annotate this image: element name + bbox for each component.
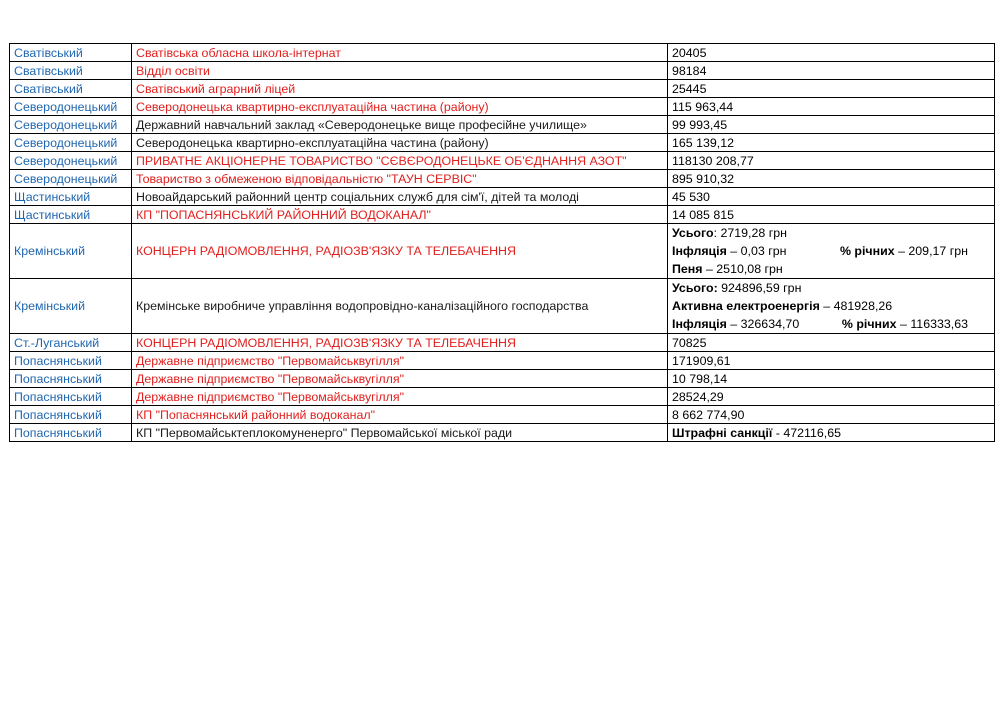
table-row <box>10 279 995 334</box>
table-row <box>10 152 995 170</box>
district-cell: Северодонецький <box>10 98 132 116</box>
penalty-label: Пеня <box>672 262 703 276</box>
amount-cell: 115 963,44 <box>668 98 995 116</box>
organization-cell: Сватівський аграрний ліцей <box>132 80 668 98</box>
annual-percent-value: – 116333,63 <box>896 317 968 331</box>
organization-cell: Сватівська обласна школа-інтернат <box>132 44 668 62</box>
amount-cell: 70825 <box>668 334 995 352</box>
energy-label: Активна електроенергія <box>672 299 820 313</box>
organization-cell: Державне підприємство "Первомайськвугілля" <box>132 352 668 370</box>
organization-cell: Кремінське виробниче управління водопровідно-каналізаційного господарства <box>132 279 668 334</box>
penalty-value: – 2510,08 грн <box>702 262 783 276</box>
district-cell: Сватівський <box>10 44 132 62</box>
sanction-label: Штрафні санкції <box>672 425 773 440</box>
table-row <box>10 80 995 98</box>
organization-cell: ПРИВАТНЕ АКЦІОНЕРНЕ ТОВАРИСТВО "СЄВЄРОДОНЕЦЬКЕ ОБ'ЄДНАННЯ АЗОТ" <box>132 152 668 170</box>
district-cell: Сватівський <box>10 62 132 80</box>
amount-cell <box>668 424 995 442</box>
penalty-line <box>672 260 990 278</box>
annual-percent-label: % річних <box>841 317 897 331</box>
table-row <box>10 406 995 424</box>
district-cell: Кремінський <box>10 224 132 279</box>
total-label: Усього <box>672 226 714 240</box>
district-cell: Северодонецький <box>10 134 132 152</box>
table-row <box>10 44 995 62</box>
amount-cell: 99 993,45 <box>668 116 995 134</box>
district-cell: Щастинський <box>10 188 132 206</box>
organization-cell: Державне підприємство "Первомайськвугілля" <box>132 388 668 406</box>
inflation-value: – 0,03 грн <box>726 244 787 258</box>
table-row <box>10 116 995 134</box>
amount-cell: 8 662 774,90 <box>668 406 995 424</box>
energy-line <box>672 297 990 315</box>
annual-percent-label: % річних <box>839 244 895 258</box>
district-cell: Северодонецький <box>10 152 132 170</box>
amount-cell: 171909,61 <box>668 352 995 370</box>
inflation-label: Інфляція <box>672 244 727 258</box>
district-cell: Попаснянський <box>10 424 132 442</box>
table-row <box>10 188 995 206</box>
organization-cell: Відділ освіти <box>132 62 668 80</box>
table-row <box>10 206 995 224</box>
organization-cell: Северодонецька квартирно-експлуатаційна частина (району) <box>132 98 668 116</box>
annual-percent-value: – 209,17 грн <box>894 244 968 258</box>
district-cell: Попаснянський <box>10 388 132 406</box>
district-cell: Ст.-Луганський <box>10 334 132 352</box>
total-line <box>672 224 990 242</box>
organization-cell: КОНЦЕРН РАДІОМОВЛЕННЯ, РАДІОЗВ'ЯЗКУ ТА ТЕЛЕБАЧЕННЯ <box>132 224 668 279</box>
table-row <box>10 134 995 152</box>
amount-cell: 45 530 <box>668 188 995 206</box>
total-value: 924896,59 грн <box>717 281 802 295</box>
amount-breakdown-cell <box>668 279 995 334</box>
district-cell: Попаснянський <box>10 406 132 424</box>
inflation-line <box>672 315 990 333</box>
amount-breakdown-cell <box>668 224 995 279</box>
district-cell: Северодонецький <box>10 116 132 134</box>
energy-value: – 481928,26 <box>819 299 893 313</box>
amount-cell: 165 139,12 <box>668 134 995 152</box>
organization-cell: КП "ПОПАСНЯНСЬКИЙ РАЙОННИЙ ВОДОКАНАЛ" <box>132 206 668 224</box>
district-cell: Кремінський <box>10 279 132 334</box>
district-cell: Сватівський <box>10 80 132 98</box>
amount-cell: 20405 <box>668 44 995 62</box>
organization-cell: Северодонецька квартирно-експлуатаційна частина (району) <box>132 134 668 152</box>
inflation-line <box>672 242 990 260</box>
organization-cell: Державний навчальний заклад «Северодонецьке вище професійне училище» <box>132 116 668 134</box>
district-cell: Северодонецький <box>10 170 132 188</box>
district-cell: Щастинський <box>10 206 132 224</box>
table-row <box>10 388 995 406</box>
total-line <box>672 279 990 297</box>
sanction-value: - 472116,65 <box>772 425 842 440</box>
organization-cell: КОНЦЕРН РАДІОМОВЛЕННЯ, РАДІОЗВ'ЯЗКУ ТА ТЕЛЕБАЧЕННЯ <box>132 334 668 352</box>
amount-cell: 28524,29 <box>668 388 995 406</box>
amount-cell: 118130 208,77 <box>668 152 995 170</box>
amount-cell: 25445 <box>668 80 995 98</box>
table-row <box>10 170 995 188</box>
organization-cell: КП "Первомайськтеплокомуненерго" Первомайської міської ради <box>132 424 668 442</box>
table-row <box>10 424 995 442</box>
district-cell: Попаснянський <box>10 352 132 370</box>
inflation-label: Інфляція <box>672 317 727 331</box>
organization-cell: Новоайдарський районний центр соціальних служб для сім'ї, дітей та молоді <box>132 188 668 206</box>
table-row <box>10 334 995 352</box>
inflation-value: – 326634,70 <box>726 317 800 331</box>
organization-cell: Державне підприємство "Первомайськвугілля" <box>132 370 668 388</box>
table-row <box>10 62 995 80</box>
amount-cell: 10 798,14 <box>668 370 995 388</box>
total-label: Усього: <box>672 281 718 295</box>
total-value: : 2719,28 грн <box>713 226 787 240</box>
district-cell: Попаснянський <box>10 370 132 388</box>
table-row <box>10 224 995 279</box>
organization-cell: КП "Попаснянський районний водоканал" <box>132 406 668 424</box>
amount-cell: 98184 <box>668 62 995 80</box>
debt-table <box>9 43 995 442</box>
table-row <box>10 370 995 388</box>
organization-cell: Товариство з обмеженою відповідальністю "ТАУН СЕРВІС" <box>132 170 668 188</box>
amount-cell: 895 910,32 <box>668 170 995 188</box>
table-row <box>10 98 995 116</box>
amount-cell: 14 085 815 <box>668 206 995 224</box>
table-row <box>10 352 995 370</box>
